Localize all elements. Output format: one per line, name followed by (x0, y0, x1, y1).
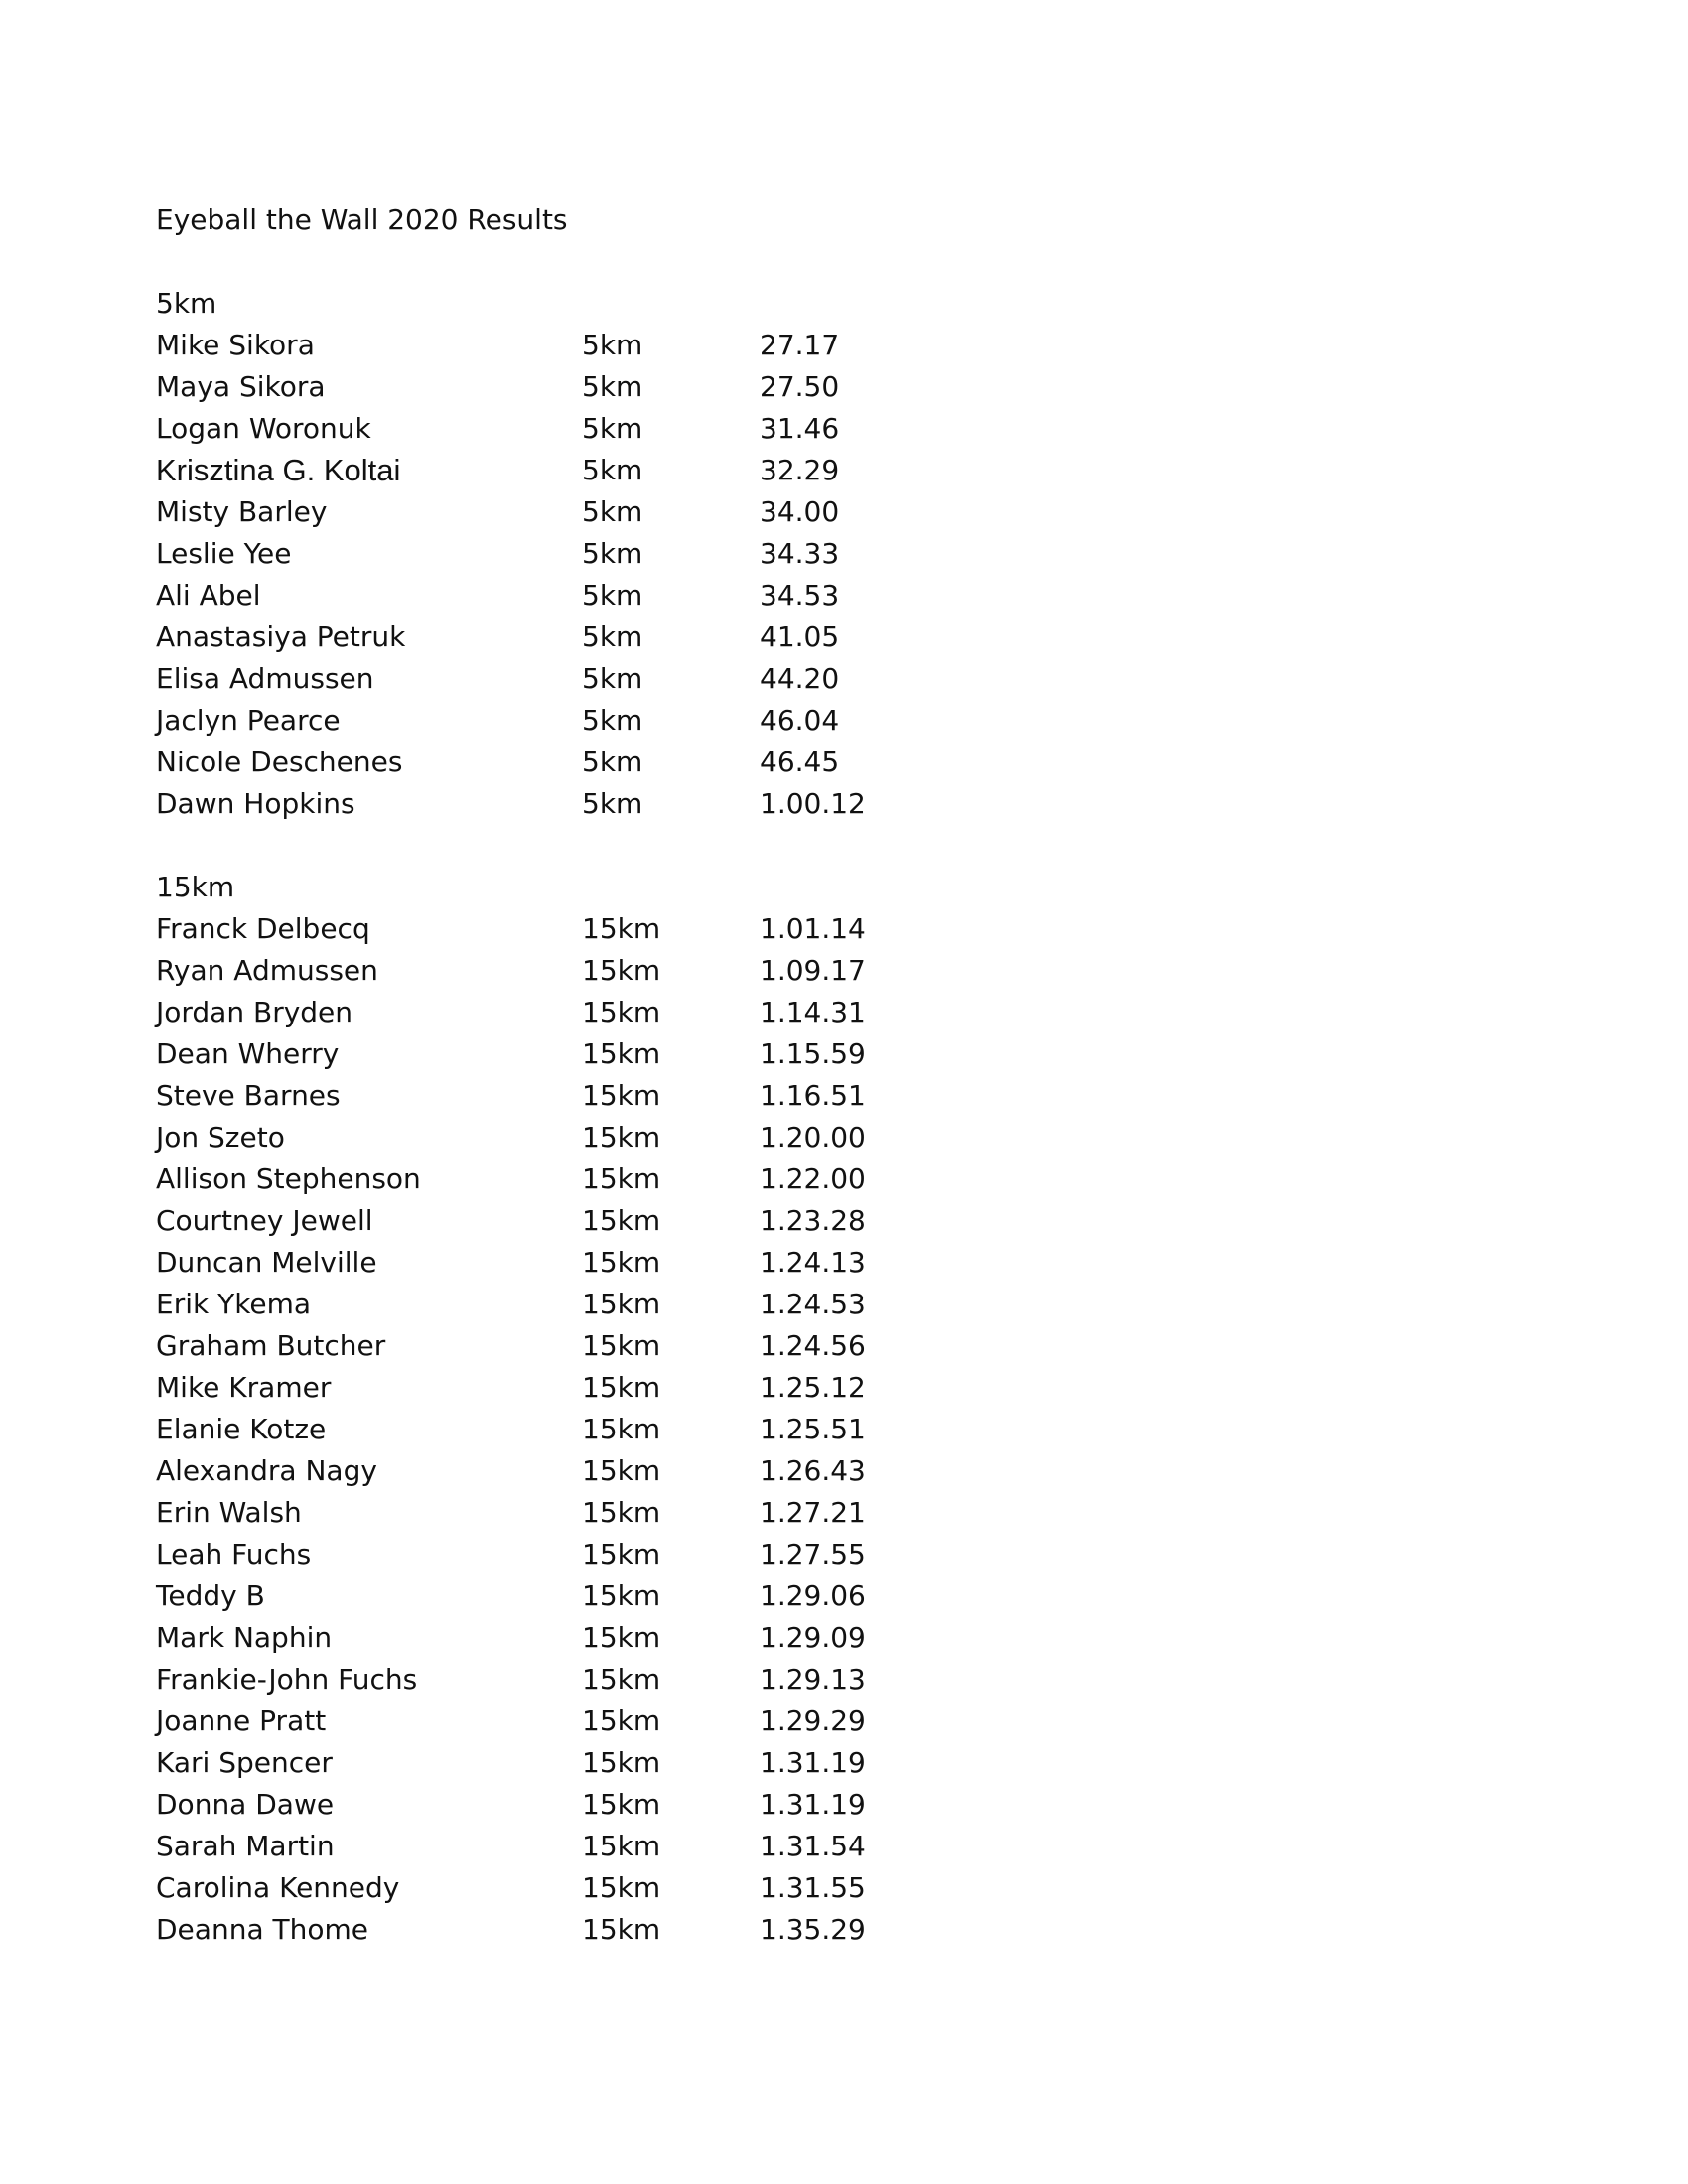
finish-time: 1.01.14 (760, 912, 866, 945)
finish-time: 1.31.19 (760, 1746, 866, 1779)
race-distance: 15km (582, 1830, 661, 1862)
runner-name: Elanie Kotze (156, 1413, 327, 1445)
race-distance: 15km (582, 1454, 661, 1487)
result-row (156, 700, 1050, 742)
runner-name: Ali Abel (156, 579, 261, 612)
runner-name: Nicole Deschenes (156, 746, 403, 778)
race-distance: 15km (582, 1246, 661, 1279)
runner-name: Frankie-John Fuchs (156, 1663, 418, 1696)
result-row (156, 992, 1050, 1033)
finish-time: 32.29 (760, 454, 840, 486)
race-distance: 15km (582, 1329, 661, 1362)
result-row (156, 1117, 1050, 1159)
finish-time: 1.16.51 (760, 1079, 866, 1112)
runner-name: Graham Butcher (156, 1329, 386, 1362)
result-row (156, 1450, 1050, 1492)
runner-name: Anastasiya Petruk (156, 620, 406, 653)
runner-name: Steve Barnes (156, 1079, 341, 1112)
race-distance: 15km (582, 1371, 661, 1404)
result-row (156, 1742, 1050, 1784)
runner-name: Krisztina G. Koltai (156, 453, 401, 487)
race-distance: 5km (582, 662, 643, 695)
race-distance: 5km (582, 370, 643, 403)
race-distance: 15km (582, 912, 661, 945)
result-row (156, 450, 1050, 491)
race-distance: 5km (582, 746, 643, 778)
runner-name: Franck Delbecq (156, 912, 370, 945)
race-distance: 15km (582, 1746, 661, 1779)
finish-time: 27.17 (760, 329, 840, 361)
finish-time: 46.45 (760, 746, 840, 778)
race-distance: 15km (582, 996, 661, 1028)
race-distance: 5km (582, 704, 643, 737)
race-distance: 15km (582, 1621, 661, 1654)
race-distance: 15km (582, 1288, 661, 1320)
race-distance: 15km (582, 1579, 661, 1612)
race-distance: 15km (582, 1162, 661, 1195)
race-distance: 5km (582, 579, 643, 612)
finish-time: 1.29.13 (760, 1663, 866, 1696)
result-row (156, 1701, 1050, 1742)
result-row (156, 1200, 1050, 1242)
result-row (156, 658, 1050, 700)
finish-time: 1.27.21 (760, 1496, 866, 1529)
finish-time: 1.00.12 (760, 787, 866, 820)
result-row (156, 1909, 1050, 1951)
result-row (156, 1367, 1050, 1409)
runner-name: Joanne Pratt (156, 1705, 327, 1737)
finish-time: 1.22.00 (760, 1162, 866, 1195)
race-distance: 15km (582, 1413, 661, 1445)
result-row (156, 491, 1050, 533)
runner-name: Dean Wherry (156, 1037, 340, 1070)
race-distance: 5km (582, 537, 643, 570)
finish-time: 1.25.51 (760, 1413, 866, 1445)
result-row (156, 408, 1050, 450)
finish-time: 1.20.00 (760, 1121, 866, 1154)
race-distance: 5km (582, 620, 643, 653)
runner-name: Erik Ykema (156, 1288, 312, 1320)
finish-time: 46.04 (760, 704, 840, 737)
runner-name: Courtney Jewell (156, 1204, 373, 1237)
runner-name: Misty Barley (156, 495, 328, 528)
result-row (156, 575, 1050, 616)
race-distance: 15km (582, 1204, 661, 1237)
runner-name: Leah Fuchs (156, 1538, 312, 1570)
race-distance: 15km (582, 1538, 661, 1570)
runner-name: Maya Sikora (156, 370, 326, 403)
result-row (156, 1284, 1050, 1325)
result-row (156, 1242, 1050, 1284)
runner-name: Jordan Bryden (156, 996, 353, 1028)
runner-name: Dawn Hopkins (156, 787, 355, 820)
runner-name: Ryan Admussen (156, 954, 378, 987)
race-distance: 15km (582, 1496, 661, 1529)
runner-name: Allison Stephenson (156, 1162, 421, 1195)
runner-name: Mark Naphin (156, 1621, 333, 1654)
race-distance: 15km (582, 1079, 661, 1112)
result-row (156, 1659, 1050, 1701)
finish-time: 1.29.09 (760, 1621, 866, 1654)
section-heading: 5km (156, 287, 217, 320)
result-row (156, 616, 1050, 658)
race-distance: 15km (582, 1037, 661, 1070)
finish-time: 1.35.29 (760, 1913, 866, 1946)
finish-time: 34.33 (760, 537, 840, 570)
race-distance: 15km (582, 1788, 661, 1821)
finish-time: 44.20 (760, 662, 840, 695)
finish-time: 1.26.43 (760, 1454, 866, 1487)
finish-time: 1.09.17 (760, 954, 866, 987)
finish-time: 1.27.55 (760, 1538, 866, 1570)
result-row (156, 1575, 1050, 1617)
runner-name: Duncan Melville (156, 1246, 377, 1279)
race-distance: 15km (582, 954, 661, 987)
race-distance: 15km (582, 1705, 661, 1737)
runner-name: Mike Sikora (156, 329, 315, 361)
finish-time: 1.23.28 (760, 1204, 866, 1237)
finish-time: 1.31.55 (760, 1871, 866, 1904)
finish-time: 1.24.56 (760, 1329, 866, 1362)
race-distance: 5km (582, 787, 643, 820)
result-row (156, 1867, 1050, 1909)
runner-name: Kari Spencer (156, 1746, 333, 1779)
runner-name: Alexandra Nagy (156, 1454, 377, 1487)
result-row (156, 1492, 1050, 1534)
result-row (156, 908, 1050, 950)
race-distance: 5km (582, 329, 643, 361)
result-row (156, 1534, 1050, 1575)
race-distance: 5km (582, 454, 643, 486)
runner-name: Logan Woronuk (156, 412, 371, 445)
finish-time: 1.15.59 (760, 1037, 866, 1070)
result-row (156, 1784, 1050, 1826)
runner-name: Jaclyn Pearce (156, 704, 341, 737)
result-row (156, 783, 1050, 825)
result-row (156, 1826, 1050, 1867)
race-distance: 5km (582, 495, 643, 528)
finish-time: 1.29.29 (760, 1705, 866, 1737)
runner-name: Donna Dawe (156, 1788, 335, 1821)
finish-time: 34.00 (760, 495, 840, 528)
finish-time: 34.53 (760, 579, 840, 612)
race-distance: 15km (582, 1913, 661, 1946)
result-row (156, 1159, 1050, 1200)
runner-name: Carolina Kennedy (156, 1871, 400, 1904)
finish-time: 1.24.13 (760, 1246, 866, 1279)
result-row (156, 1617, 1050, 1659)
section-heading: 15km (156, 871, 235, 903)
race-distance: 15km (582, 1871, 661, 1904)
runner-name: Mike Kramer (156, 1371, 332, 1404)
finish-time: 1.31.19 (760, 1788, 866, 1821)
result-row (156, 325, 1050, 366)
result-row (156, 366, 1050, 408)
finish-time: 1.24.53 (760, 1288, 866, 1320)
runner-name: Deanna Thome (156, 1913, 368, 1946)
race-distance: 15km (582, 1663, 661, 1696)
result-row (156, 1033, 1050, 1075)
finish-time: 27.50 (760, 370, 840, 403)
race-distance: 15km (582, 1121, 661, 1154)
finish-time: 41.05 (760, 620, 840, 653)
runner-name: Sarah Martin (156, 1830, 335, 1862)
result-row (156, 950, 1050, 992)
result-row (156, 742, 1050, 783)
finish-time: 1.25.12 (760, 1371, 866, 1404)
race-distance: 5km (582, 412, 643, 445)
runner-name: Erin Walsh (156, 1496, 302, 1529)
finish-time: 1.31.54 (760, 1830, 866, 1862)
page-title: Eyeball the Wall 2020 Results (156, 204, 568, 236)
finish-time: 1.14.31 (760, 996, 866, 1028)
runner-name: Teddy B (156, 1579, 265, 1612)
finish-time: 1.29.06 (760, 1579, 866, 1612)
result-row (156, 533, 1050, 575)
finish-time: 31.46 (760, 412, 840, 445)
runner-name: Elisa Admussen (156, 662, 374, 695)
runner-name: Leslie Yee (156, 537, 292, 570)
result-row (156, 1325, 1050, 1367)
runner-name: Jon Szeto (156, 1121, 285, 1154)
result-row (156, 1075, 1050, 1117)
result-row (156, 1409, 1050, 1450)
